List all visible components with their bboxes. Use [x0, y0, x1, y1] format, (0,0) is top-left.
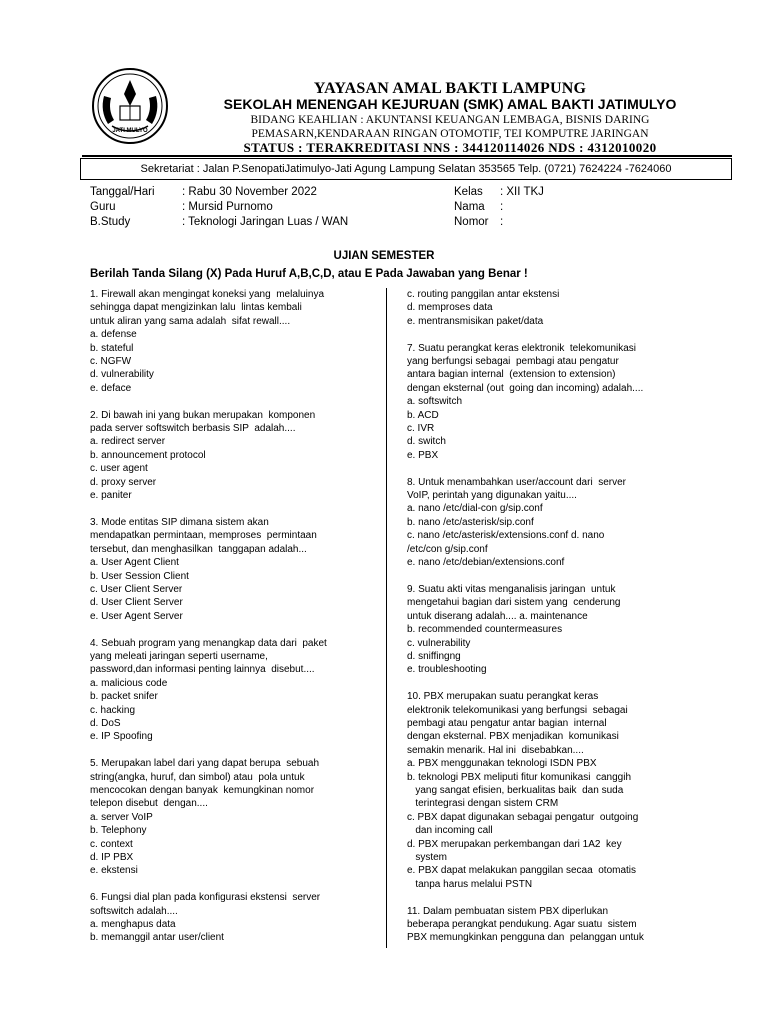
question-line: d. User Client Server: [90, 597, 183, 609]
question-line: e. User Agent Server: [90, 610, 183, 622]
header-divider: [82, 155, 732, 157]
question-line: b. packet snifer: [90, 691, 158, 703]
question-line: e. mentransmisikan paket/data: [407, 315, 544, 327]
school-logo-icon: [90, 66, 170, 146]
blank-line: [90, 623, 327, 636]
question-line: yang meleati jaringan seperti username,: [90, 650, 268, 662]
question-line: terintegrasi dengan sistem CRM: [407, 798, 559, 810]
question-line: 4. Sebuah program yang menangkap data dari paket: [90, 637, 327, 649]
question-line: 7. Suatu perangkat keras elektronik telekomunikasi: [407, 342, 637, 354]
question-line: antara bagian internal (extension to extension): [407, 369, 616, 381]
question-line: d. memproses data: [407, 302, 493, 314]
question-line: sehingga dapat mengizinkan lalu lintas kembali: [90, 302, 302, 314]
question-line: c. context: [90, 838, 133, 850]
nama-value: :: [500, 201, 504, 213]
question-line: dan incoming call: [407, 825, 493, 837]
blank-line: [90, 744, 327, 757]
question-line: 11. Dalam pembuatan sistem PBX diperlukan: [407, 905, 609, 917]
question-line: b. stateful: [90, 342, 134, 354]
question-line: b. announcement protocol: [90, 449, 206, 461]
kelas-value: : XII TKJ: [500, 186, 544, 198]
question-line: 1. Firewall akan mengingat koneksi yang melaluinya: [90, 289, 325, 300]
address-box: Sekretariat : Jalan P.SenopatiJatimulyo-Jati Agung Lampung Selatan 353565 Telp. (0721) 7624224 -7624060: [80, 158, 732, 180]
field-line-2: PEMASARN,KENDARAAN RINGAN OTOMOTIF, TEI KOMPUTRE JARINGAN: [251, 128, 649, 140]
logo-text: JATI MULYO: [112, 128, 148, 134]
question-line: /etc/con g/sip.conf: [407, 543, 488, 555]
question-line: d. proxy server: [90, 476, 157, 488]
question-line: 9. Suatu akti vitas menganalisis jaringan untuk: [407, 583, 616, 595]
kelas-label: Kelas: [454, 186, 483, 198]
question-line: a. nano /etc/dial-con g/sip.conf: [407, 503, 543, 515]
tanggal-label: Tanggal/Hari: [90, 186, 155, 198]
question-line: c. nano /etc/asterisk/extensions.conf d. nano: [407, 530, 605, 542]
question-line: e. paniter: [90, 490, 132, 502]
question-line: e. PBX dapat melakukan panggilan secaa otomatis: [407, 865, 637, 877]
question-line: e. PBX: [407, 449, 439, 461]
question-line: b. Telephony: [90, 825, 147, 837]
question-line: VoIP, perintah yang digunakan yaitu....: [407, 490, 577, 502]
guru-value: : Mursid Purnomo: [182, 201, 273, 213]
question-line: e. troubleshooting: [407, 664, 487, 676]
question-line: 8. Untuk menambahkan user/account dari server: [407, 476, 626, 488]
question-line: c. routing panggilan antar ekstensi: [407, 289, 560, 300]
blank-line: [90, 502, 327, 515]
question-line: mencocokan dengan banyak kemungkinan nomor: [90, 784, 315, 796]
question-line: a. PBX menggunakan teknologi ISDN PBX: [407, 758, 597, 770]
question-line: elektronik telekomunikasi yang berfungsi sebagai: [407, 704, 628, 716]
question-line: a. server VoIP: [90, 811, 153, 823]
question-line: e. IP Spoofing: [90, 731, 153, 743]
question-line: e. nano /etc/debian/extensions.conf: [407, 557, 565, 569]
question-line: semakin menarik. Hal ini disebabkan....: [407, 744, 584, 756]
question-line: b. User Session Client: [90, 570, 189, 582]
question-line: PBX memungkinkan pengguna dan pelanggan untuk: [407, 932, 644, 944]
question-line: a. defense: [90, 329, 137, 341]
question-line: e. ekstensi: [90, 865, 138, 877]
question-line: yang berfungsi sebagai pembagi atau pengatur: [407, 356, 619, 368]
question-line: b. memanggil antar user/client: [90, 932, 224, 944]
question-line: 6. Fungsi dial plan pada konfigurasi ekstensi server: [90, 892, 321, 904]
nomor-label: Nomor: [454, 216, 489, 228]
question-line: string(angka, huruf, dan simbol) atau pola untuk: [90, 771, 305, 783]
question-line: pada server softswitch berbasis SIP adalah....: [90, 423, 296, 435]
question-line: e. deface: [90, 382, 132, 394]
question-line: d. switch: [407, 436, 446, 448]
school-name: SEKOLAH MENENGAH KEJURUAN (SMK) AMAL BAKTI JATIMULYO: [223, 96, 677, 112]
accreditation-status: STATUS : TERAKREDITASI NNS : 344120114026 NDS : 4312010020: [243, 140, 657, 155]
question-line: d. DoS: [90, 717, 121, 729]
question-line: c. PBX dapat digunakan sebagai pengatur outgoing: [407, 811, 639, 823]
question-line: d. sniffingng: [407, 650, 461, 662]
question-line: system: [407, 852, 448, 863]
questions-right-column: [407, 288, 644, 945]
blank-line: [407, 328, 644, 341]
blank-line: [90, 395, 327, 408]
blank-line: [90, 878, 327, 891]
question-line: mengetahui bagian dari sistem yang cenderung: [407, 597, 621, 609]
bstudy-label: B.Study: [90, 216, 131, 228]
question-line: d. vulnerability: [90, 369, 154, 381]
question-line: untuk aliran yang sama adalah sifat rewall....: [90, 315, 291, 327]
question-line: a. malicious code: [90, 677, 168, 689]
exam-title: UJIAN SEMESTER: [333, 250, 435, 262]
foundation-name: YAYASAN AMAL BAKTI LAMPUNG: [313, 80, 587, 97]
question-line: password,dan informasi penting lainnya disebut....: [90, 664, 315, 676]
field-line-1: BIDANG KEAHLIAN : AKUNTANSI KEUANGAN LEMBAGA, BISNIS DARING: [250, 114, 650, 126]
question-line: pembagi atau pengatur antar bagian internal: [407, 717, 607, 729]
question-line: c. vulnerability: [407, 637, 471, 649]
question-line: tanpa harus melalui PSTN: [407, 878, 533, 890]
question-line: d. IP PBX: [90, 852, 134, 863]
question-line: 2. Di bawah ini yang bukan merupakan komponen: [90, 409, 316, 421]
question-line: 3. Mode entitas SIP dimana sistem akan: [90, 516, 269, 528]
blank-line: [407, 891, 644, 904]
question-line: dengan eksternal. PBX menjadikan komunikasi: [407, 731, 619, 743]
question-line: telepon disebut dengan....: [90, 798, 208, 810]
exam-instruction: Berilah Tanda Silang (X) Pada Huruf A,B,C,D, atau E Pada Jawaban yang Benar !: [90, 268, 528, 280]
guru-label: Guru: [90, 201, 116, 213]
blank-line: [407, 462, 644, 475]
question-line: mendapatkan permintaan, memproses permintaan: [90, 530, 317, 542]
question-line: yang sangat efisien, berkualitas baik dan suda: [407, 784, 624, 796]
question-line: b. recommended countermeasures: [407, 624, 563, 636]
question-line: b. ACD: [407, 409, 439, 421]
blank-line: [407, 570, 644, 583]
question-line: untuk diserang adalah.... a. maintenance: [407, 610, 588, 622]
column-divider: [386, 288, 387, 948]
question-line: a. softswitch: [407, 396, 463, 408]
blank-line: [407, 677, 644, 690]
tanggal-value: : Rabu 30 November 2022: [182, 186, 317, 198]
question-line: beberapa perangkat pendukung. Agar suatu sistem: [407, 919, 637, 931]
question-line: c. User Client Server: [90, 583, 183, 595]
question-line: 5. Merupakan label dari yang dapat berupa sebuah: [90, 758, 320, 770]
question-line: a. menghapus data: [90, 919, 176, 931]
question-line: dengan eksternal (out going dan incoming) adalah....: [407, 382, 644, 394]
question-line: c. IVR: [407, 423, 435, 435]
question-line: tersebut, dan menghasilkan tanggapan adalah...: [90, 543, 307, 555]
question-line: 10. PBX merupakan suatu perangkat keras: [407, 691, 599, 703]
question-line: a. User Agent Client: [90, 557, 179, 569]
bstudy-value: : Teknologi Jaringan Luas / WAN: [182, 216, 349, 228]
questions-left-column: [90, 288, 327, 945]
question-line: c. hacking: [90, 704, 136, 716]
question-line: a. redirect server: [90, 436, 166, 448]
question-line: softswitch adalah....: [90, 905, 178, 917]
question-line: b. nano /etc/asterisk/sip.conf: [407, 516, 534, 528]
nomor-value: :: [500, 216, 504, 228]
question-line: b. teknologi PBX meliputi fitur komunikasi canggih: [407, 771, 632, 783]
nama-label: Nama: [454, 201, 485, 213]
question-line: c. user agent: [90, 463, 148, 475]
question-line: c. NGFW: [90, 356, 132, 368]
question-line: d. PBX merupakan perkembangan dari 1A2 key: [407, 838, 622, 850]
